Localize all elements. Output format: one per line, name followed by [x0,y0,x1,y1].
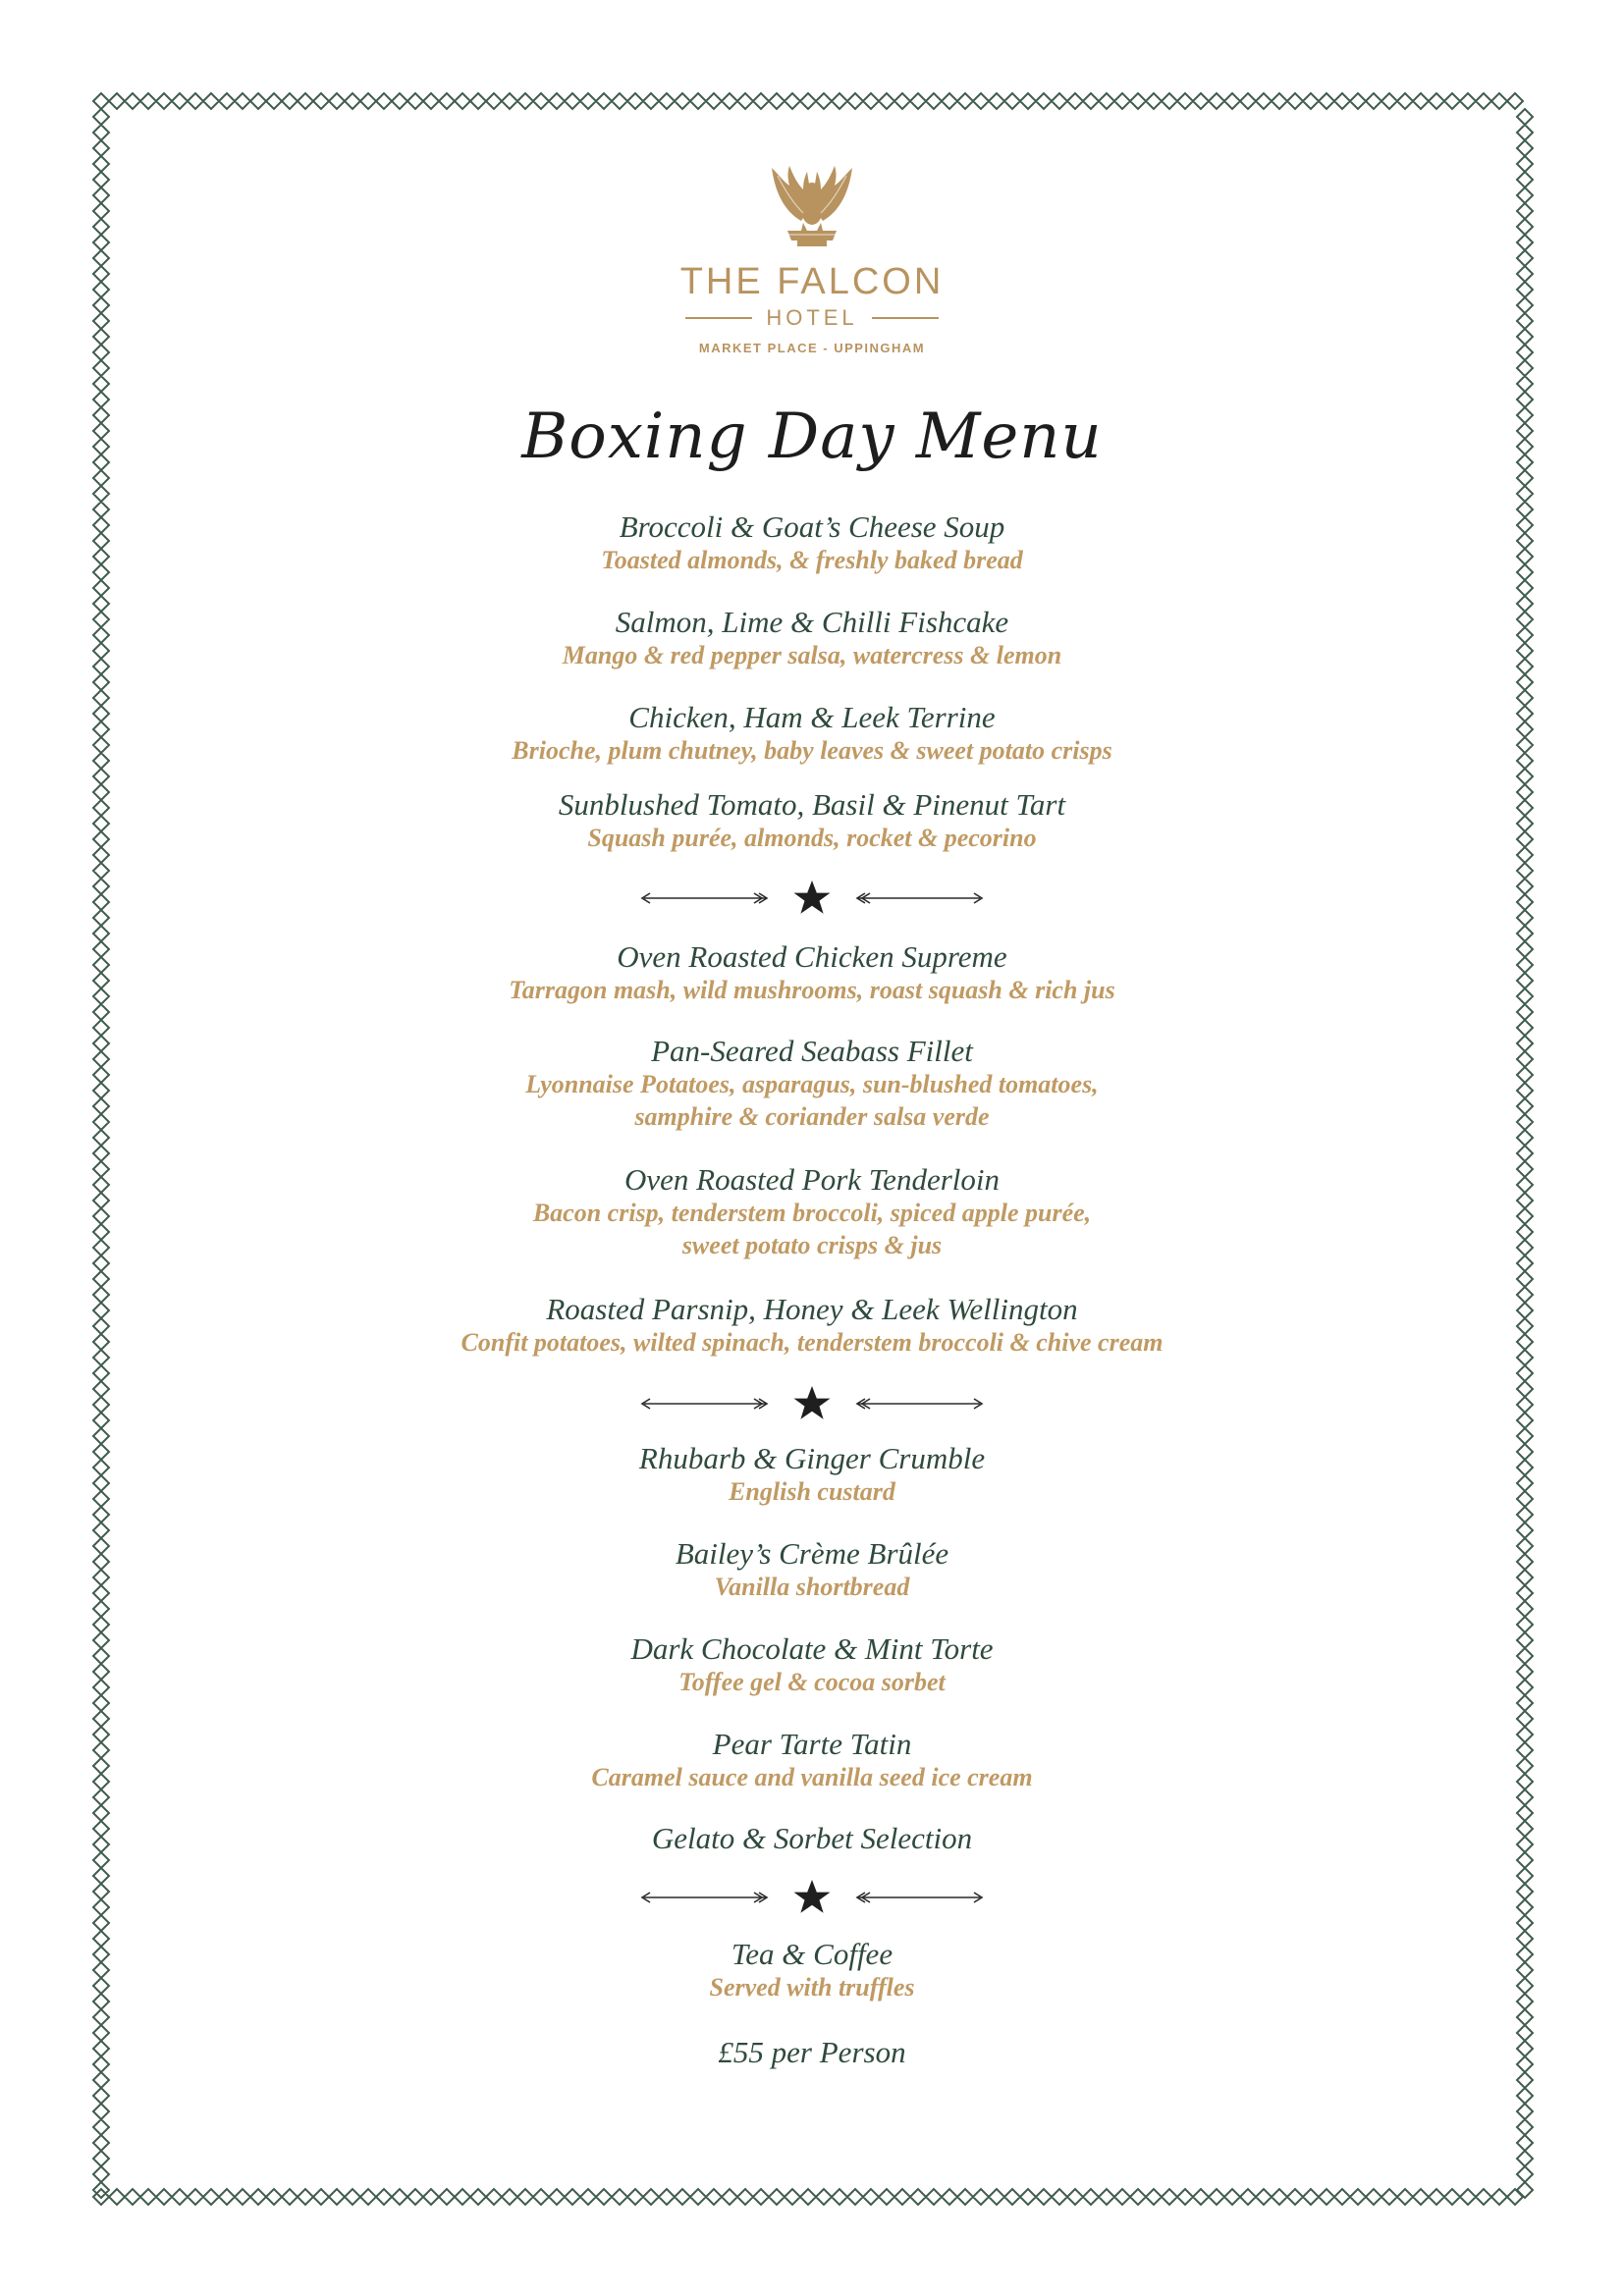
dish-name: Dark Chocolate & Mint Torte [630,1631,994,1666]
mains-item [0,1293,1624,1359]
dish-description: Mango & red pepper salsa, watercress & lemon [562,641,1062,669]
hotel-subtitle-row [0,305,1624,331]
desserts-item [0,1537,1624,1603]
dish-name: Roasted Parsnip, Honey & Leek Wellington [546,1292,1078,1326]
section-divider [638,1876,986,1919]
hotel-subtitle: HOTEL [766,305,858,330]
desserts-item [0,1632,1624,1698]
dish-name: Tea & Coffee [731,1937,893,1971]
dish-description: Bacon crisp, tenderstem broccoli, spiced apple purée, [532,1199,1092,1227]
starters-item [0,701,1624,767]
dish-description: Brioche, plum chutney, baby leaves & sweet potato crisps [512,736,1112,765]
dish-name: Sunblushed Tomato, Basil & Pinenut Tart [558,787,1066,822]
dish-name: Bailey’s Crème Brûlée [675,1536,949,1571]
star-icon [794,1386,831,1419]
dish-description: Served with truffles [709,1973,915,2002]
dish-name: Pear Tarte Tatin [712,1727,912,1761]
star-icon [794,881,831,914]
dish-name: Broccoli & Goat’s Cheese Soup [619,509,1005,544]
star-icon [794,1880,831,1913]
dish-description: English custard [729,1477,895,1506]
logo-rule-left [685,317,752,319]
finish-item [0,2036,1624,2069]
hotel-logo [0,162,1624,355]
dish-description: Tarragon mash, wild mushrooms, roast squash & rich jus [509,976,1115,1004]
starters-item [0,606,1624,671]
mains-item [0,1163,1624,1261]
hotel-address: MARKET PLACE - UPPINGHAM [698,341,926,355]
logo-rule-right [872,317,939,319]
dish-name: Rhubarb & Ginger Crumble [638,1441,986,1475]
dish-name: Oven Roasted Chicken Supreme [617,939,1007,974]
dish-description: Confit potatoes, wilted spinach, tenderstem broccoli & chive cream [460,1328,1164,1357]
menu-title: Boxing Day Menu [521,400,1103,473]
dish-description: Squash purée, almonds, rocket & pecorino [587,824,1037,852]
starters-item [0,510,1624,576]
dish-description: Lyonnaise Potatoes, asparagus, sun-blushed tomatoes, [525,1070,1099,1098]
desserts-item [0,1728,1624,1793]
finish-item [0,1938,1624,2003]
falcon-crest-icon [758,162,866,252]
section-divider [638,1382,986,1425]
dish-description: Toasted almonds, & freshly baked bread [601,546,1023,574]
hotel-name: THE FALCON [679,261,945,302]
dish-name: Oven Roasted Pork Tenderloin [624,1162,1000,1197]
dish-description: Caramel sauce and vanilla seed ice cream [591,1763,1033,1791]
dish-name: £55 per Person [718,2035,906,2069]
dish-description: samphire & coriander salsa verde [634,1102,990,1131]
mains-item [0,1035,1624,1133]
dish-name: Salmon, Lime & Chilli Fishcake [615,605,1009,639]
desserts-item [0,1442,1624,1508]
section-divider [638,877,986,920]
dish-description: Vanilla shortbread [714,1573,910,1601]
dish-name: Gelato & Sorbet Selection [651,1821,973,1855]
dish-name: Chicken, Ham & Leek Terrine [628,700,996,734]
desserts-item [0,1822,1624,1855]
dish-description: sweet potato crisps & jus [681,1231,943,1259]
dish-description: Toffee gel & cocoa sorbet [678,1668,946,1696]
mains-item [0,940,1624,1006]
dish-name: Pan-Seared Seabass Fillet [651,1034,973,1068]
starters-item [0,788,1624,854]
